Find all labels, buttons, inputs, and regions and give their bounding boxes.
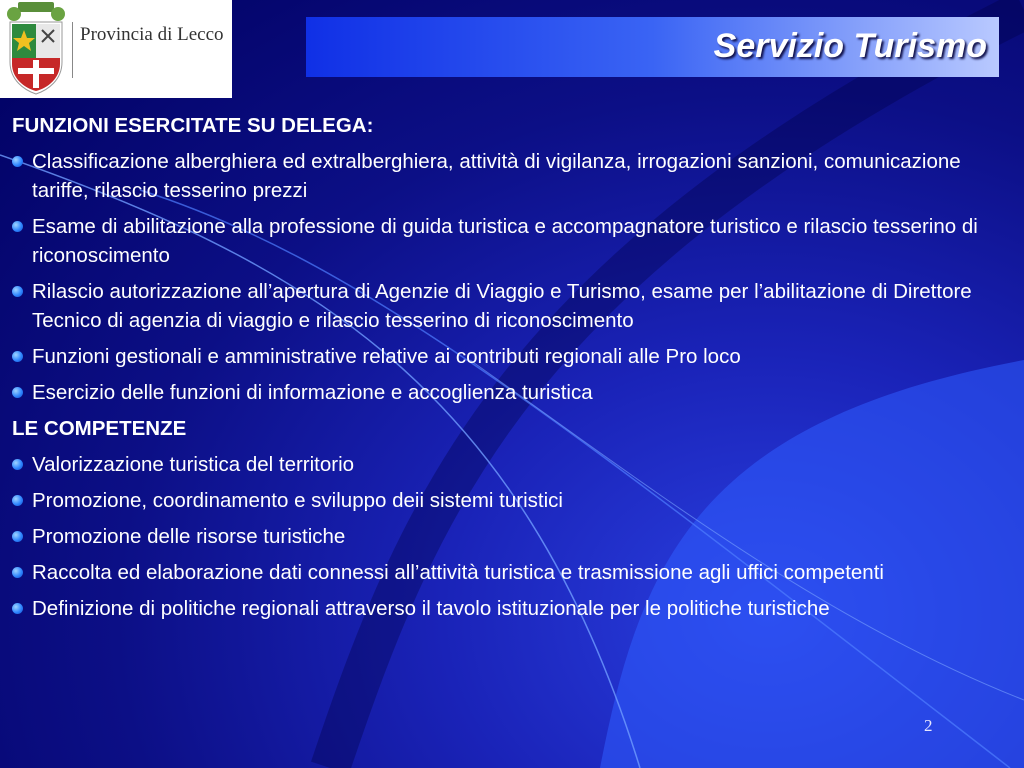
- section-heading-competenze: LE COMPETENZE: [12, 417, 187, 440]
- list-item-text: Promozione, coordinamento e sviluppo deii sistemi turistici: [32, 489, 563, 512]
- list-item: [12, 378, 997, 407]
- list-item: [12, 450, 997, 479]
- bullet-dot-icon: [12, 156, 23, 167]
- bullet-list-deleghe: [12, 147, 997, 407]
- list-item-text: Definizione di politiche regionali attraverso il tavolo istituzionale per le politiche turistiche: [32, 597, 830, 620]
- list-item: [12, 594, 997, 623]
- logo-text: Provincia di Lecco: [80, 24, 224, 45]
- bullet-dot-icon: [12, 567, 23, 578]
- slide-content: [12, 111, 997, 630]
- list-item-text: Raccolta ed elaborazione dati connessi all’attività turistica e trasmissione agli uffici competenti: [32, 561, 884, 584]
- list-item-text: Valorizzazione turistica del territorio: [32, 453, 355, 476]
- title-bar: [306, 17, 999, 77]
- list-item-text: Rilascio autorizzazione all’apertura di Agenzie di Viaggio e Turismo, esame per l’abilitazione di Direttore Tecnico di agenzia di viaggio e rilascio tesserino di riconoscimento: [32, 280, 972, 332]
- bullet-dot-icon: [12, 286, 23, 297]
- bullet-dot-icon: [12, 221, 23, 232]
- bullet-list-competenze: [12, 450, 997, 623]
- list-item-text: Promozione delle risorse turistiche: [32, 525, 346, 548]
- coat-of-arms-icon: [4, 2, 68, 96]
- list-item-text: Funzioni gestionali e amministrative relative ai contributi regionali alle Pro loco: [32, 345, 741, 368]
- bullet-dot-icon: [12, 459, 23, 470]
- list-item: [12, 212, 997, 270]
- list-item: [12, 277, 997, 335]
- list-item-text: Esercizio delle funzioni di informazione e accoglienza turistica: [32, 381, 593, 404]
- logo-box: [0, 0, 232, 98]
- page-number: 2: [924, 716, 933, 735]
- page-title: Servizio Turismo: [713, 27, 987, 65]
- list-item: [12, 558, 997, 587]
- list-item: [12, 147, 997, 205]
- list-item-text: Esame di abilitazione alla professione di guida turistica e accompagnatore turistico e rilascio tesserino di riconoscimento: [32, 215, 978, 267]
- bullet-dot-icon: [12, 495, 23, 506]
- logo-separator: [72, 22, 73, 78]
- bullet-dot-icon: [12, 387, 23, 398]
- list-item-text: Classificazione alberghiera ed extralberghiera, attività di vigilanza, irrogazioni sanzioni, comunicazione tariffe, rilascio tesserino prezzi: [32, 150, 961, 202]
- bullet-dot-icon: [12, 351, 23, 362]
- section-heading-deleghe: FUNZIONI ESERCITATE SU DELEGA:: [12, 114, 374, 137]
- list-item: [12, 486, 997, 515]
- bullet-dot-icon: [12, 603, 23, 614]
- list-item: [12, 342, 997, 371]
- bullet-dot-icon: [12, 531, 23, 542]
- list-item: [12, 522, 997, 551]
